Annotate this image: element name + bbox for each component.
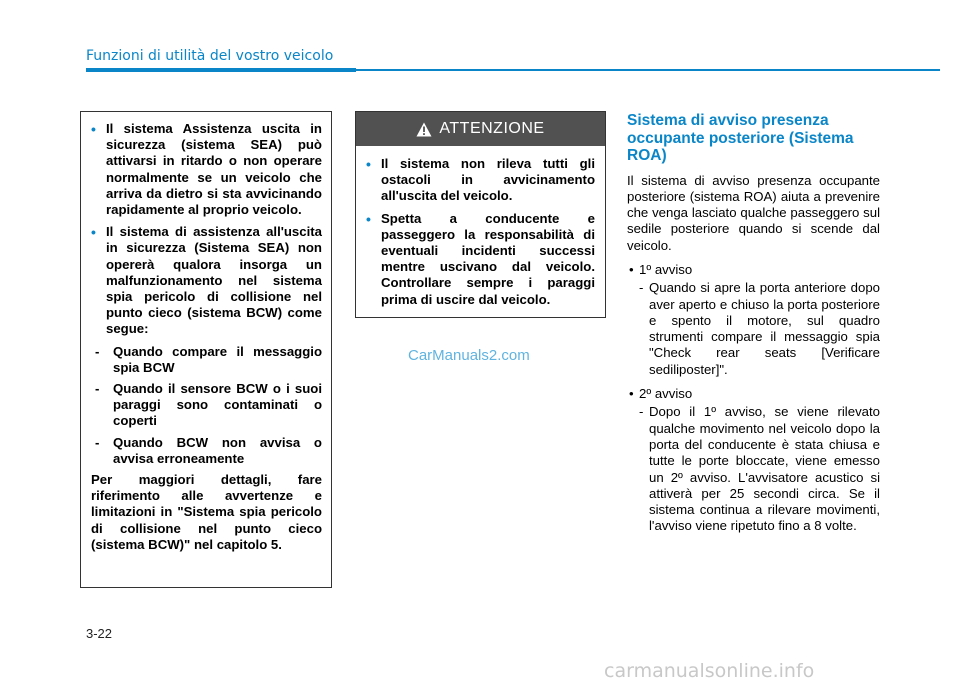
dash-mark: - xyxy=(639,280,644,296)
list-item-detail xyxy=(627,280,880,378)
dash-mark: - xyxy=(95,381,100,397)
section-header-title: Funzioni di utilità del vostro veicolo xyxy=(86,48,334,64)
bullet-dot-icon: • xyxy=(366,156,371,172)
dash-mark: - xyxy=(639,404,644,420)
bullet-dot-icon: • xyxy=(91,224,96,241)
bullet-dot-icon: • xyxy=(629,261,634,277)
warning-bullet-text: Spetta a conducente e passeggero la responsabilità di eventuali incidenti successi mentre uscivano dal veicolo. Controllare sempre i paraggi prima di uscire dal veicolo. xyxy=(381,210,595,307)
info-dash-text: Quando il sensore BCW o i suoi paraggi sono contaminati o coperti xyxy=(113,381,322,429)
info-dash-item xyxy=(91,344,322,376)
info-box xyxy=(80,111,332,588)
section-intro: Il sistema di avviso presenza occupante posteriore (sistema ROA) aiuta a prevenire che venga lasciato qualche passeggero sul sedile posteriore quando si scende dal veicolo. xyxy=(627,172,880,253)
info-bullet-text: Il sistema Assistenza uscita in sicurezza (sistema SEA) può attivarsi in ritardo o non operare normalmente se un veicolo che arriva da dietro si sta avvicinando rapidamente al proprio veicolo. xyxy=(106,121,322,218)
warning-body xyxy=(356,146,605,322)
section-title: Sistema di avviso presenza occupante posteriore (Sistema ROA) xyxy=(627,112,854,164)
list-item-detail xyxy=(627,404,880,534)
watermark-link[interactable]: CarManuals2.com xyxy=(408,347,530,364)
list-item xyxy=(627,262,880,278)
warning-bullet xyxy=(366,156,595,205)
list-item-label: 2º avviso xyxy=(639,386,693,402)
dash-mark: - xyxy=(95,343,100,359)
info-dash-item xyxy=(91,435,322,467)
info-paragraph: Per maggiori dettagli, fare riferimento alle avvertenze e limitazioni in "Sistema spia pericolo di collisione nel punto cieco (sistema BCW)" nel capitolo 5. xyxy=(91,472,322,552)
info-dash-text: Quando compare il messaggio spia BCW xyxy=(113,343,322,375)
list-item-text: Quando si apre la porta anteriore dopo aver aperto e chiuso la porta posteriore e spento il motore, sul quadro strumenti compare il messaggio spia "Check rear seats [Verificare sediliposter]". xyxy=(649,280,880,377)
info-dash-text: Quando BCW non avvisa o avvisa erroneamente xyxy=(113,434,322,466)
list-item-text: Dopo il 1º avviso, se viene rilevato qualche movimento nel veicolo dopo la porta del conducente è stata chiusa e tutte le porte bloccate, viene emesso un 2º avviso. L'avvisatore acustico si attiverà per 25 secondi circa. Se il sistema continua a rilevare movimenti, l'avviso viene ripetuto fino a 8 volte. xyxy=(649,404,880,534)
warning-box xyxy=(355,111,606,318)
header-rule-thick xyxy=(86,68,356,72)
warning-header-label: ATTENZIONE xyxy=(439,119,545,137)
list-item-label: 1º avviso xyxy=(639,261,693,277)
bullet-dot-icon: • xyxy=(629,386,634,402)
site-watermark: carmanualsonline.info xyxy=(604,660,815,682)
info-bullet-text: Il sistema di assistenza all'uscita in sicurezza (Sistema SEA) non opererà qualora insorga un malfunzionamento nel sistema spia pericolo di collisione nel punto cieco (sistema BCW) come segue: xyxy=(106,224,322,337)
info-bullet xyxy=(91,121,322,218)
roa-section xyxy=(627,112,880,543)
warning-bullet xyxy=(366,211,595,308)
bullet-dot-icon: • xyxy=(91,121,96,137)
header-rule-thin xyxy=(356,69,940,71)
info-dash-item xyxy=(91,381,322,430)
page-number: 3-22 xyxy=(86,626,113,641)
warning-triangle-icon xyxy=(416,122,432,137)
warning-bullet-text: Il sistema non rileva tutti gli ostacoli in avvicinamento all'uscita del veicolo. xyxy=(381,156,595,204)
warning-header xyxy=(356,112,605,146)
bullet-dot-icon: • xyxy=(366,210,371,227)
dash-mark: - xyxy=(95,434,100,450)
info-bullet xyxy=(91,224,322,337)
list-item xyxy=(627,386,880,402)
